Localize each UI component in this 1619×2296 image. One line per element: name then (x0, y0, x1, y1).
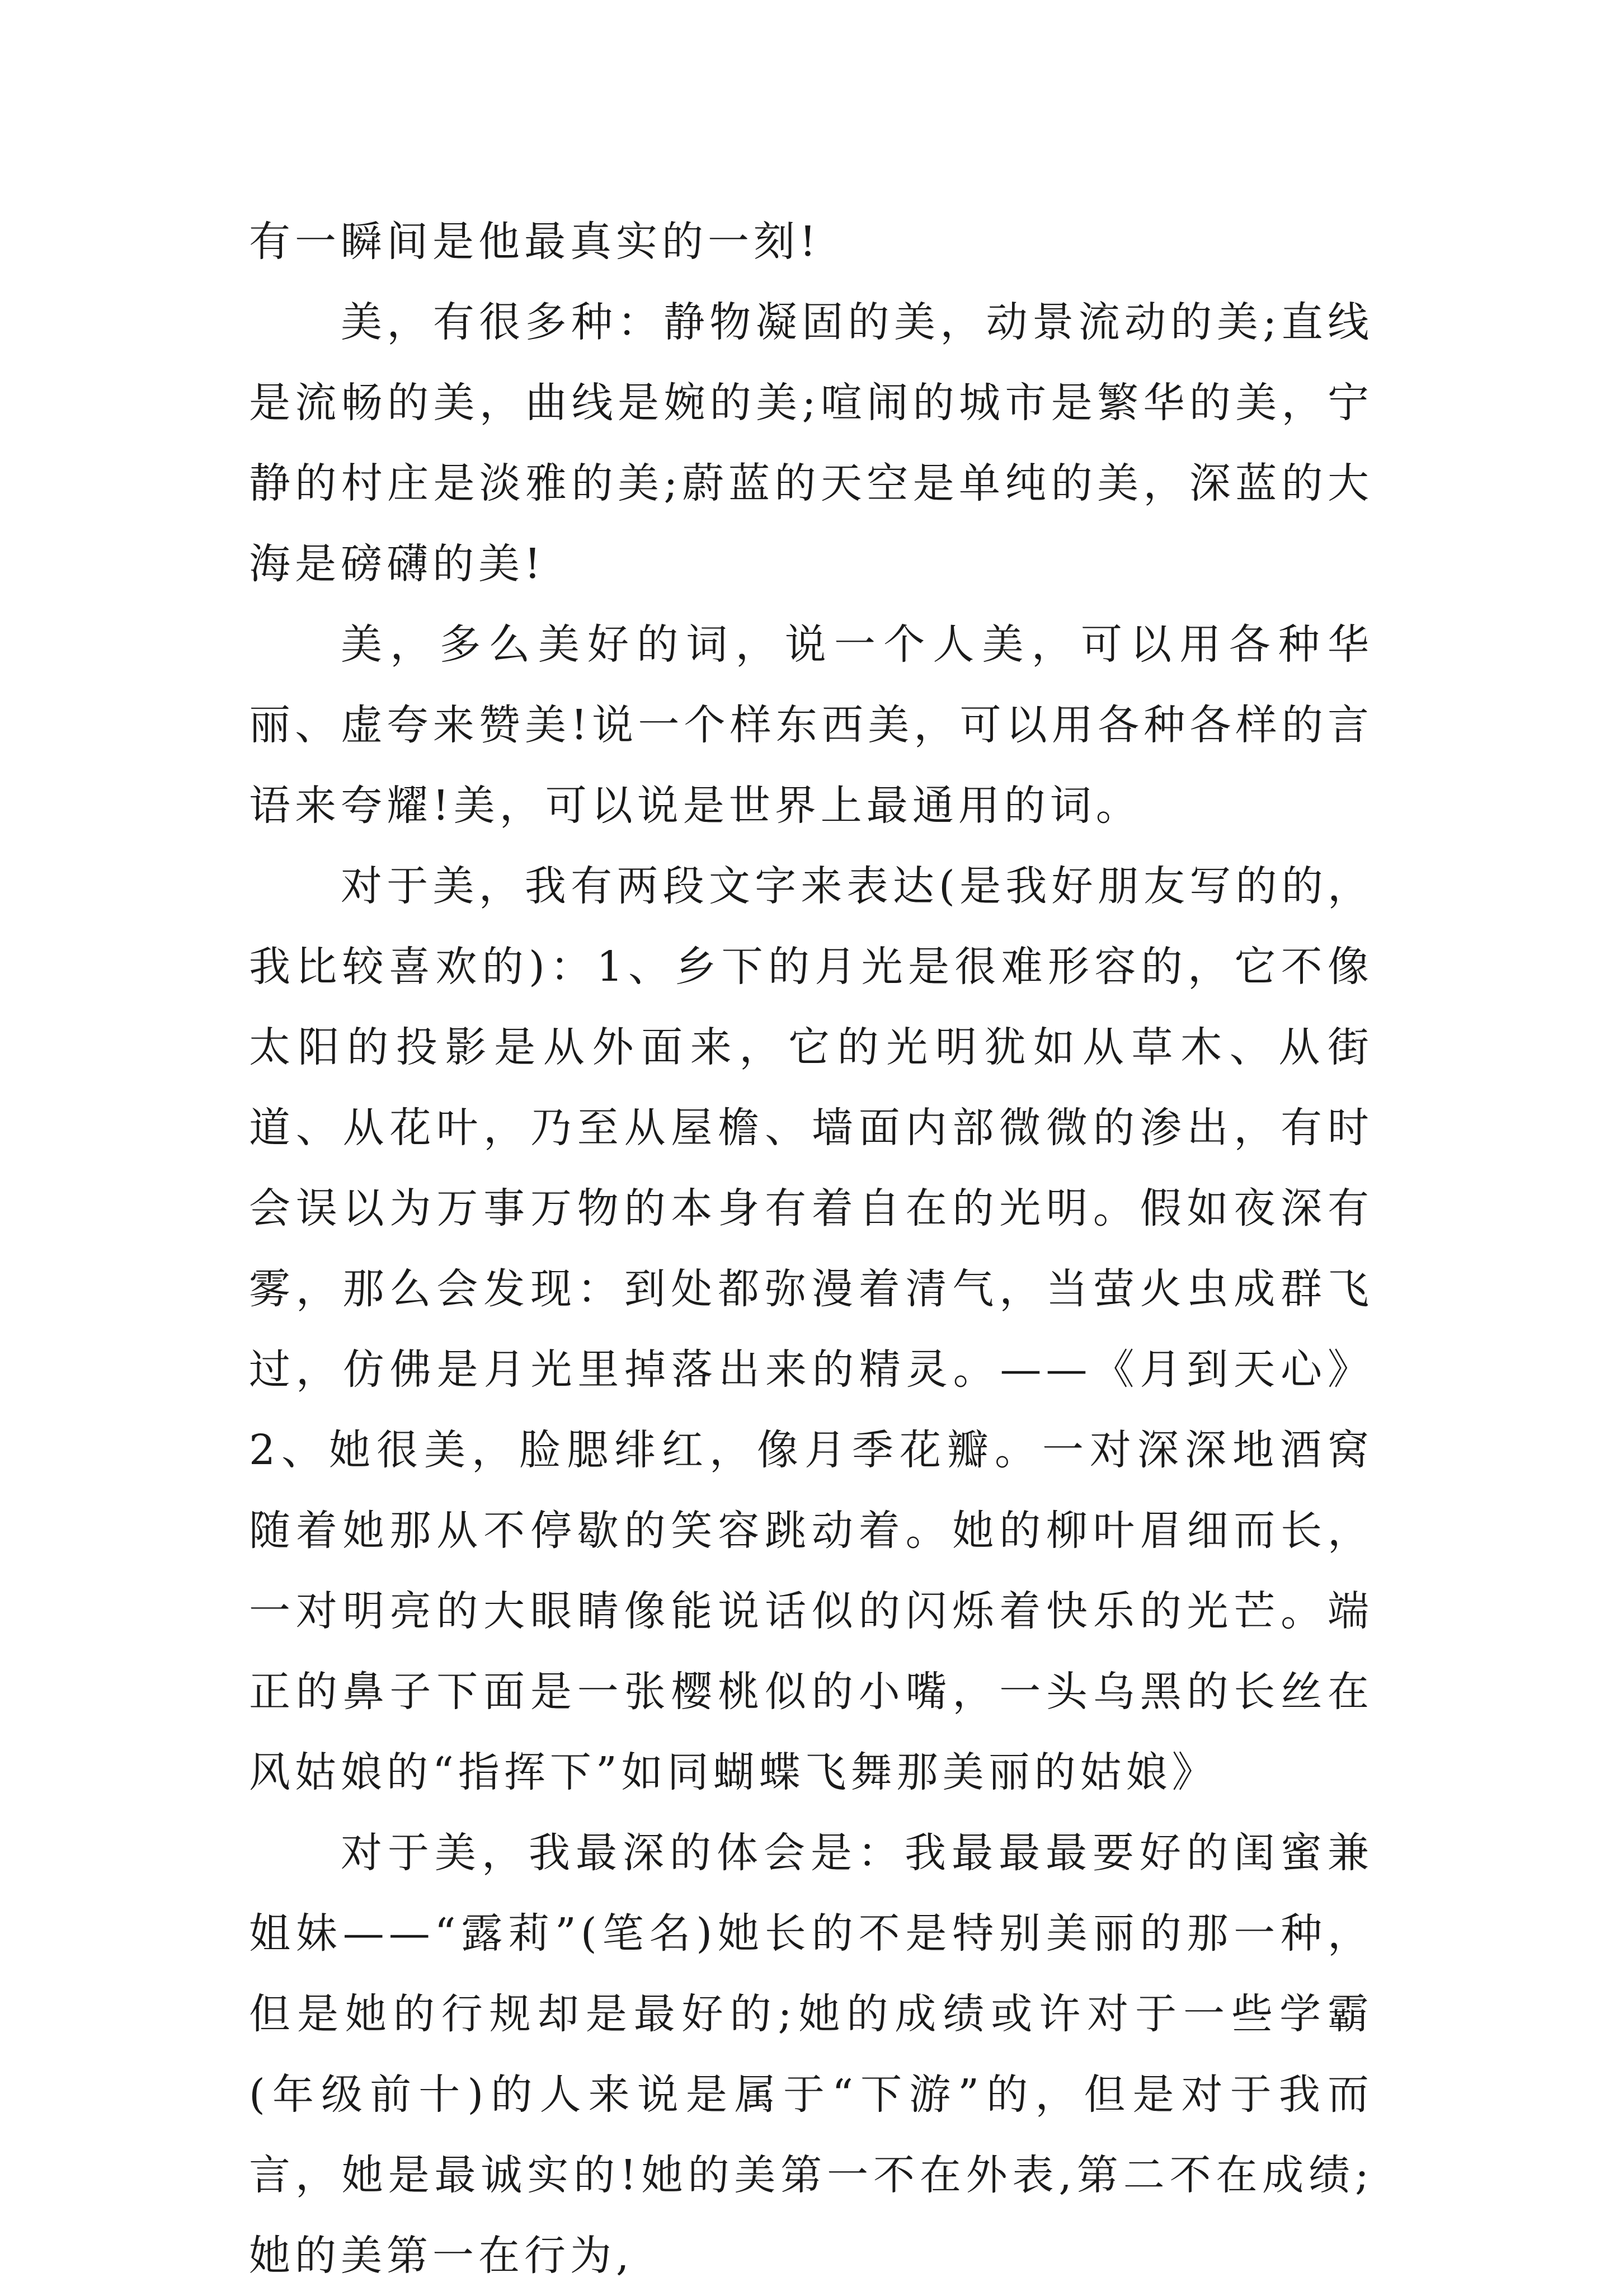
paragraph-5: 对于美，我最深的体会是：我最最最要好的闺蜜兼姐妹——“露莉”(笔名)她长的不是特别美丽的那一种，但是她的行规却是最好的;她的成绩或许对于一些学霸(年级前十)的人来说是属于“下游”的，但是对于我而言，她是最诚实的!她的美第一不在外表,第二不在成绩;她的美第一在行为, (249, 1829, 1373, 2280)
paragraph-2: 美，有很多种：静物凝固的美，动景流动的美;直线是流畅的美，曲线是婉的美;喧闹的城市是繁华的美，宁静的村庄是淡雅的美;蔚蓝的天空是单纯的美，深蓝的大海是磅礴的美! (249, 298, 1373, 588)
paragraph-1: 有一瞬间是他最真实的一刻! (249, 218, 821, 266)
paragraph-3: 美，多么美好的词，说一个人美，可以用各种华丽、虚夸来赞美!说一个样东西美，可以用各种各样的言语来夸耀!美，可以说是世界上最通用的词。 (249, 620, 1373, 830)
paragraph-4: 对于美，我有两段文字来表达(是我好朋友写的的，我比较喜欢的)：1、乡下的月光是很难形容的，它不像太阳的投影是从外面来，它的光明犹如从草木、从街道、从花叶，乃至从屋檐、墙面内部微微的渗出，有时会误以为万事万物的本身有着自在的光明。假如夜深有雾，那么会发现：到处都弥漫着清气，当萤火虫成群飞过，仿佛是月光里掉落出来的精灵。——《月到天心》2、她很美，脸腮绯红，像月季花瓣。一对深深地酒窝随着她那从不停歇的笑容跳动着。她的柳叶眉细而长，一对明亮的大眼睛像能说话似的闪烁着快乐的光芒。端正的鼻子下面是一张樱桃似的小嘴，一头乌黑的长丝在风姑娘的“指挥下”如同蝴蝶飞舞那美丽的姑娘》 (249, 862, 1373, 1796)
document-body (249, 201, 1373, 2296)
